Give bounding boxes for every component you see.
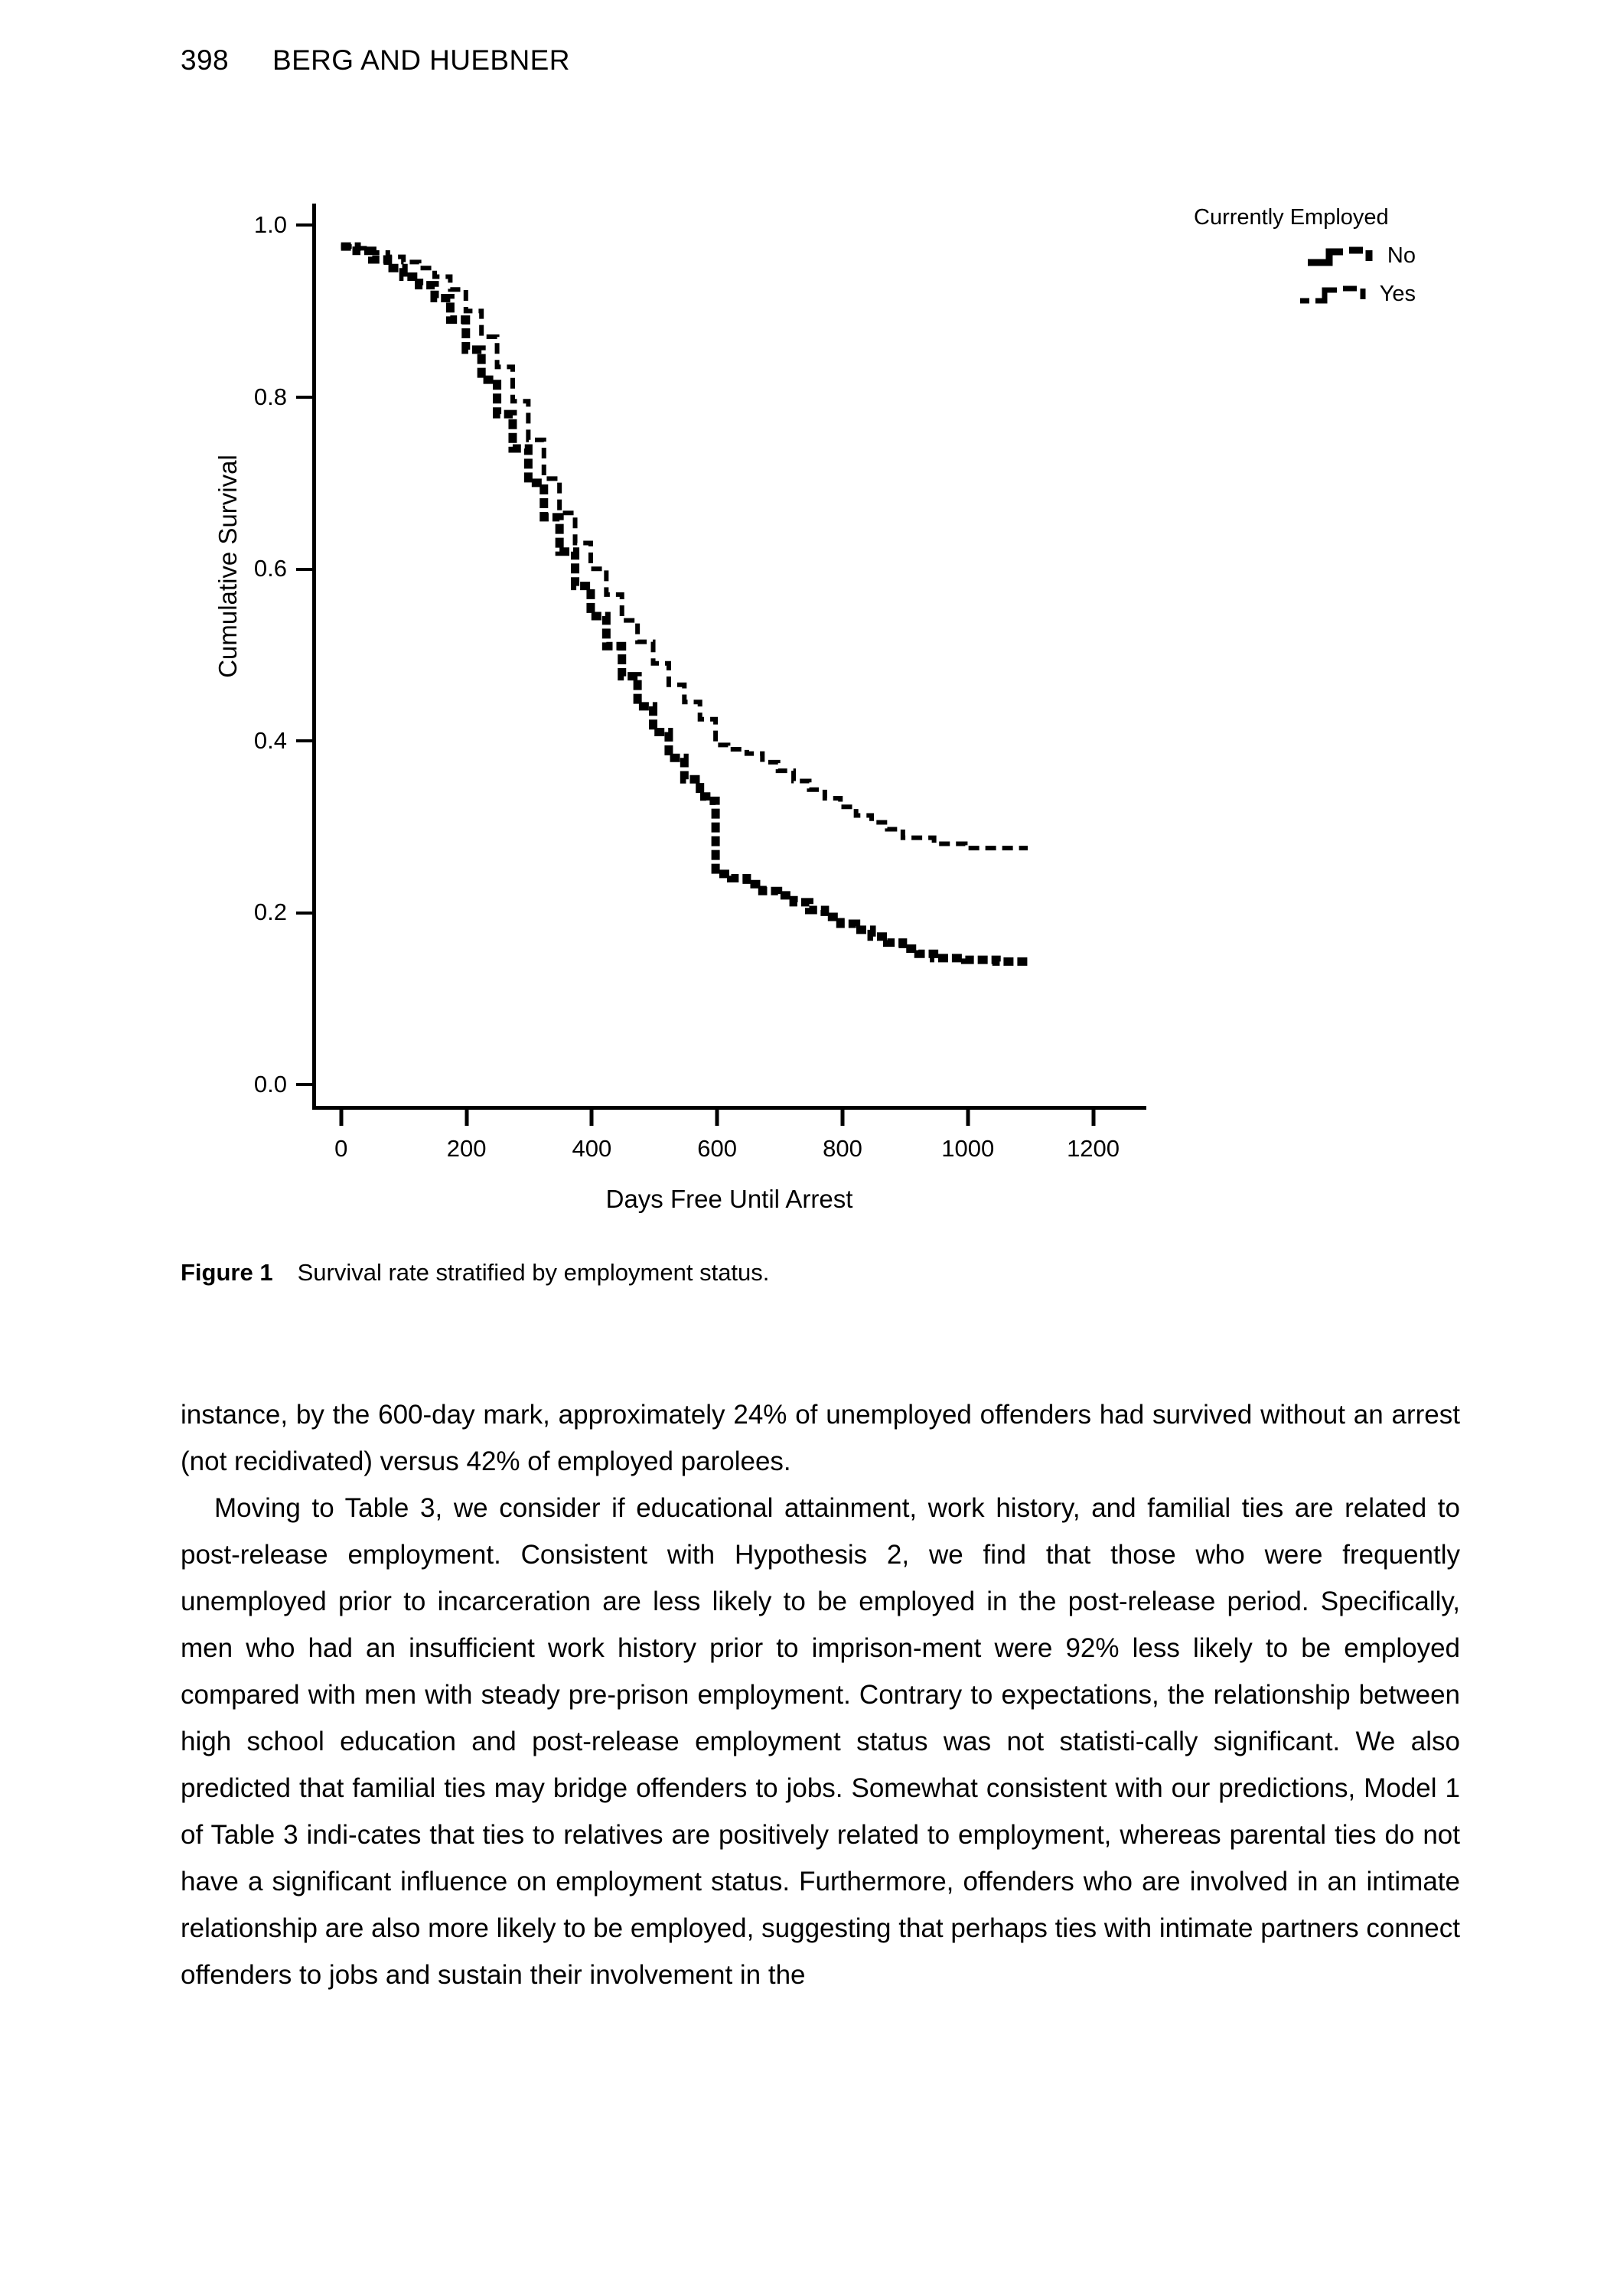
plot-frame (253, 204, 1146, 1162)
legend-entry-no (1194, 243, 1469, 269)
figure-caption-label: Figure 1 (181, 1259, 273, 1286)
tick-mark (296, 912, 316, 915)
x-tick-mark-1200 (1091, 1106, 1095, 1126)
figure-1 (0, 92, 1607, 1316)
figure-caption (181, 1259, 769, 1287)
x-tick-label-200: 200 (446, 1135, 487, 1162)
running-head (181, 44, 570, 77)
legend-title: Currently Employed (1194, 205, 1389, 230)
y-tick-label: 0.6 (253, 555, 287, 582)
y-tick-0.8 (201, 383, 316, 411)
y-tick-label: 0.4 (253, 726, 287, 754)
y-axis-title: Cumulative Survival (214, 455, 242, 678)
legend-label-yes: Yes (1379, 281, 1416, 306)
figure-caption-text: Survival rate stratified by employment status. (297, 1259, 770, 1286)
x-tick-mark-600 (715, 1106, 719, 1126)
legend-swatch-dashed-step-icon (1299, 281, 1372, 307)
page-number: 398 (181, 44, 229, 76)
paragraph-1: instance, by the 600-day mark, approximately 24% of unemployed offenders had survived without an arrest (not recidivated) versus 42% of employed parolees. (181, 1400, 1460, 1476)
y-tick-label: 0.0 (253, 1070, 287, 1097)
y-tick-label: 0.8 (253, 383, 287, 410)
y-tick-1.0 (201, 211, 316, 239)
x-axis-title: Days Free Until Arrest (605, 1185, 853, 1213)
tick-mark (296, 568, 316, 571)
legend-entry-yes (1194, 281, 1469, 307)
survival-chart (176, 92, 1477, 1232)
x-tick-label-0: 0 (334, 1135, 348, 1162)
y-tick-0.2 (201, 899, 316, 926)
tick-mark (296, 223, 316, 227)
chart-legend (1194, 205, 1469, 307)
x-tick-label-1000: 1000 (941, 1135, 995, 1162)
legend-swatch-thick-step-icon (1306, 243, 1380, 269)
running-head-title: BERG AND HUEBNER (272, 44, 570, 76)
tick-mark (296, 739, 316, 742)
survival-curves (316, 204, 1146, 1106)
legend-label-no: No (1387, 243, 1416, 268)
x-tick-mark-800 (840, 1106, 844, 1126)
y-tick-label: 1.0 (253, 211, 287, 239)
x-tick-label-400: 400 (572, 1135, 612, 1162)
y-tick-label: 0.2 (253, 899, 287, 926)
y-tick-0.6 (201, 555, 316, 582)
x-tick-mark-0 (339, 1106, 343, 1126)
tick-mark (296, 1083, 316, 1086)
x-tick-label-800: 800 (823, 1135, 862, 1162)
x-tick-mark-200 (464, 1106, 468, 1126)
tick-mark (296, 396, 316, 399)
x-tick-mark-400 (590, 1106, 594, 1126)
y-tick-0.0 (201, 1071, 316, 1098)
paragraph-2: Moving to Table 3, we consider if educational attainment, work history, and familial ties are related to post-release employment. Consistent with Hypothesis 2, we find that those who were frequently unemployed prior to incarceration are less likely to be employed in the post-release period. Specifically, men who had an insufficient work history prior to imprison-ment were 92% less likely to be employed compared with men with steady pre-prison employment. Contrary to expectations, the relationship between high school education and post-release employment status was not statisti-cally significant. We also predicted that familial ties may bridge offenders to jobs. Somewhat consistent with our predictions, Model 1 of Table 3 indi-cates that ties to relatives are positively related to employment, whereas parental ties do not have a significant influence on employment status. Furthermore, offenders who are involved in an intimate relationship are also more likely to be employed, suggesting that perhaps ties with intimate partners connect offenders to jobs and sustain their involvement in the (181, 1493, 1460, 1990)
body-text-column (181, 1391, 1460, 1998)
x-tick-label-600: 600 (697, 1135, 738, 1162)
survival-curve-no (341, 246, 1028, 962)
x-tick-mark-1000 (966, 1106, 970, 1126)
x-tick-label-1200: 1200 (1067, 1135, 1120, 1162)
y-tick-0.4 (201, 727, 316, 755)
